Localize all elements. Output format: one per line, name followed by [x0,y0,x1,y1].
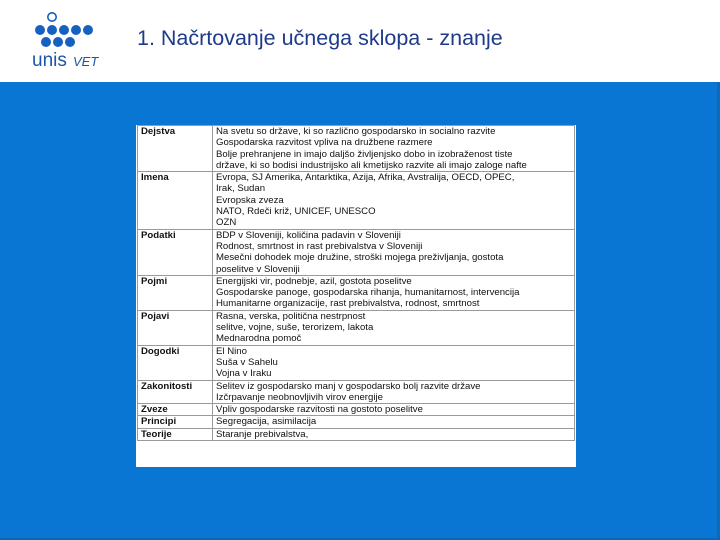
description-line: Na svetu so države, ki so različno gospodarsko in socialno razvite [216,126,496,137]
description-line: Mednarodna pomoč [216,333,302,345]
description-line: Vojna v Iraku [216,368,272,380]
logo-wordmark: unis [32,50,67,71]
unisvet-logo [28,10,108,74]
category-cell: Zveze [138,404,213,416]
logo-wordmark-suffix: VET [73,54,99,69]
category-cell: Pojavi [138,310,213,345]
table-row [138,126,575,172]
description-line: Izčrpavanje neobnovljivih virov energije [216,391,383,403]
description-line: Mesečni dohodek moje družine, stroški mojega preživljanja, gostota [216,252,504,264]
description-cell [213,275,575,310]
description-cell [213,310,575,345]
table-row [138,275,575,310]
knowledge-table-sheet [136,125,576,467]
description-line: Energijski vir, podnebje, azil, gostota poselitve [216,275,412,287]
table-row [138,172,575,229]
description-line: NATO, Rdeči križ, UNICEF, UNESCO [216,206,376,218]
description-cell [213,404,575,416]
description-line: Vpliv gospodarske razvitosti na gostoto poselitve [216,404,423,416]
slide-title: 1. Načrtovanje učnega sklopa - znanje [137,26,503,50]
description-line: Staranje prebivalstva, [216,428,309,440]
description-line: Irak, Sudan [216,183,266,195]
description-line: Selitev iz gospodarsko manj v gospodarsko bolj razvite države [216,380,481,392]
description-line: Humanitarne organizacije, rast prebivalstva, rodnost, smrtnost [216,298,480,310]
category-cell: Imena [138,172,213,229]
table-row [138,416,575,428]
description-line: Gospodarska razvitost vpliva na družbene razmere [216,137,433,149]
description-line: Segregacija, asimilacija [216,416,317,428]
description-cell [213,229,575,275]
description-cell [213,172,575,229]
category-cell: Dejstva [138,126,213,172]
category-cell: Teorije [138,428,213,440]
description-line: Gospodarske panoge, gospodarska rihanja, humanitarnost, intervencija [216,287,520,299]
category-cell: Podatki [138,229,213,275]
description-line: Bolje prehranjene in imajo daljšo življenjsko dobo in izobraženost tiste [216,148,513,160]
table-row [138,310,575,345]
table-row [138,345,575,380]
description-line: El Nino [216,345,247,357]
description-line: poselitve v Sloveniji [216,263,300,275]
description-cell [213,428,575,440]
table-row [138,428,575,440]
description-line: selitve, vojne, suše, terorizem, lakota [216,322,374,334]
description-line: Rasna, verska, politična nestrpnost [216,310,366,322]
category-cell: Dogodki [138,345,213,380]
table-row [138,404,575,416]
description-line: Suša v Sahelu [216,356,278,368]
description-line: Rodnost, smrtnost in rast prebivalstva v Sloveniji [216,240,423,252]
description-line: Evropska zveza [216,194,284,206]
description-cell [213,345,575,380]
description-cell [213,380,575,404]
description-line: OZN [216,217,237,229]
table-row [138,229,575,275]
slide-header [0,0,720,82]
description-cell [213,416,575,428]
category-cell: Principi [138,416,213,428]
description-line: BDP v Sloveniji, količina padavin v Sloveniji [216,229,401,241]
table-row [138,380,575,404]
knowledge-table [137,125,575,441]
description-line: države, ki so bodisi industrijsko ali kmetijsko razvite ali imajo zaloge nafte [216,159,527,171]
description-cell [213,126,575,172]
category-cell: Pojmi [138,275,213,310]
description-line: Evropa, SJ Amerika, Antarktika, Azija, Afrika, Avstralija, OECD, OPEC, [216,172,515,184]
category-cell: Zakonitosti [138,380,213,404]
